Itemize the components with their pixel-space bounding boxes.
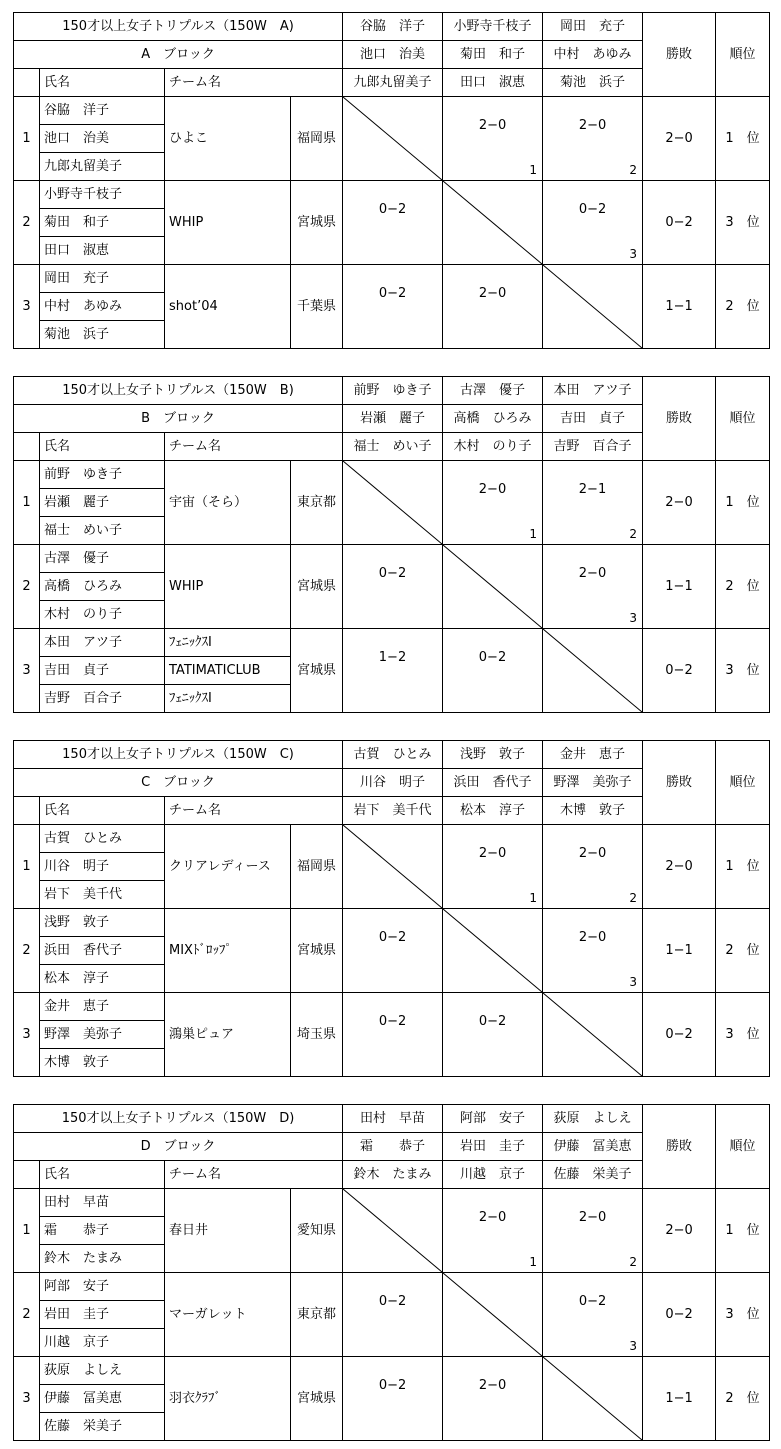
player-name: 岩田 圭子: [40, 1301, 165, 1329]
match-score: 2−1: [578, 482, 607, 497]
rank: 3 位: [716, 993, 770, 1077]
column-head-player: 古澤 優子: [443, 377, 543, 405]
header-name: 氏名: [40, 433, 165, 461]
match-result-cell: [543, 1189, 643, 1273]
match-number: 2: [629, 891, 638, 905]
block-label: A ブロック: [14, 41, 343, 69]
column-head-player: 霜 恭子: [343, 1133, 443, 1161]
column-head-player: 浜田 香代子: [443, 769, 543, 797]
match-score: 0−2: [378, 1378, 407, 1393]
player-name: 浅野 敦子: [40, 909, 165, 937]
self-match-cell: [343, 825, 443, 909]
win-loss: 1−1: [643, 545, 716, 629]
header-name: 氏名: [40, 69, 165, 97]
header-team: チーム名: [165, 69, 343, 97]
rank: 1 位: [716, 825, 770, 909]
match-number: 1: [529, 1255, 538, 1269]
match-number: 2: [629, 527, 637, 541]
column-head-player: 小野寺千枝子: [443, 13, 543, 41]
player-name: 岩瀬 麗子: [40, 489, 165, 517]
block-table: [13, 12, 769, 348]
column-head-player: 菊池 浜子: [543, 69, 643, 97]
column-head-player: 高橋 ひろみ: [443, 405, 543, 433]
header-rank: 順位: [716, 13, 770, 97]
team-number: 1: [14, 1189, 40, 1273]
team-name: ﾌｪﾆｯｸｽⅠ: [165, 629, 291, 657]
player-name: 川谷 明子: [40, 853, 165, 881]
team-name: TATIMATICLUB: [165, 657, 291, 685]
block-title: 150才以上女子トリプルス（150W D): [14, 1105, 343, 1133]
match-number: 3: [629, 247, 638, 261]
header-win-loss: 勝敗: [643, 1105, 716, 1189]
player-name: 岩下 美千代: [40, 881, 165, 909]
match-score: 2−0: [478, 118, 507, 133]
self-match-cell: [443, 545, 543, 629]
match-result-cell: [543, 181, 643, 265]
win-loss: 0−2: [643, 629, 716, 713]
block-label: B ブロック: [14, 405, 343, 433]
column-head-player: 岩瀬 麗子: [343, 405, 443, 433]
team-number: 2: [14, 909, 40, 993]
self-match-cell: [343, 461, 443, 545]
column-head-player: 鈴木 たまみ: [343, 1161, 443, 1189]
block-title: 150才以上女子トリプルス（150W C): [14, 741, 343, 769]
column-head-player: 岩下 美千代: [343, 797, 443, 825]
self-match-cell: [543, 265, 643, 349]
team-name: 鴻巣ピュア: [165, 993, 291, 1077]
header-team: チーム名: [165, 433, 343, 461]
win-loss: 0−2: [643, 181, 716, 265]
player-name: 吉田 貞子: [40, 657, 165, 685]
player-name: 鈴木 たまみ: [40, 1245, 165, 1273]
team-name: shot’04: [165, 265, 291, 349]
header-blank: [14, 433, 40, 461]
player-name: 小野寺千枝子: [40, 181, 165, 209]
match-result-cell: [343, 909, 443, 993]
player-name: 木村 のり子: [40, 601, 165, 629]
player-name: 阿部 安子: [40, 1273, 165, 1301]
team-name: 春日井: [165, 1189, 291, 1273]
prefecture: 福岡県: [291, 825, 343, 909]
column-head-player: 川谷 明子: [343, 769, 443, 797]
team-name: クリアレディース: [165, 825, 291, 909]
rank: 3 位: [716, 1273, 770, 1357]
self-match-cell: [543, 1357, 643, 1441]
player-name: 菊池 浜子: [40, 321, 165, 349]
match-result-cell: [543, 461, 643, 545]
prefecture: 宮城県: [291, 1357, 343, 1441]
match-score: 0−2: [478, 650, 507, 665]
team-number: 3: [14, 265, 40, 349]
match-result-cell: [443, 97, 543, 181]
team-number: 3: [14, 993, 40, 1077]
self-match-cell: [343, 1189, 443, 1273]
match-score: 2−0: [578, 118, 607, 133]
player-name: 吉野 百合子: [40, 685, 165, 713]
team-number: 1: [14, 825, 40, 909]
win-loss: 1−1: [643, 1357, 716, 1441]
team-number: 1: [14, 97, 40, 181]
team-name: WHIP: [165, 545, 291, 629]
header-win-loss: 勝敗: [643, 741, 716, 825]
match-result-cell: [443, 1189, 543, 1273]
block-table: [13, 376, 769, 712]
team-number: 2: [14, 545, 40, 629]
match-score: 2−0: [478, 1378, 507, 1393]
player-name: 松本 淳子: [40, 965, 165, 993]
player-name: 本田 アツ子: [40, 629, 165, 657]
column-head-player: 岡田 充子: [543, 13, 643, 41]
player-name: 福士 めい子: [40, 517, 165, 545]
match-score: 2−0: [478, 482, 507, 497]
match-number: 1: [529, 527, 537, 541]
match-score: 2−0: [478, 846, 507, 861]
match-result-cell: [343, 1357, 443, 1441]
block-table: [13, 1104, 769, 1440]
match-result-cell: [543, 545, 643, 629]
player-name: 古澤 優子: [40, 545, 165, 573]
column-head-player: 福士 めい子: [343, 433, 443, 461]
match-number: 2: [629, 163, 638, 177]
team-number: 2: [14, 181, 40, 265]
self-match-cell: [543, 629, 643, 713]
column-head-player: 中村 あゆみ: [543, 41, 643, 69]
match-number: 2: [629, 1255, 638, 1269]
block-label: D ブロック: [14, 1133, 343, 1161]
match-result-cell: [443, 629, 543, 713]
column-head-player: 吉野 百合子: [543, 433, 643, 461]
win-loss: 0−2: [643, 1273, 716, 1357]
header-team: チーム名: [165, 797, 343, 825]
win-loss: 0−2: [643, 993, 716, 1077]
column-head-player: 川越 京子: [443, 1161, 543, 1189]
block-title: 150才以上女子トリプルス（150W B): [14, 377, 343, 405]
column-head-player: 佐藤 栄美子: [543, 1161, 643, 1189]
team-number: 2: [14, 1273, 40, 1357]
match-number: 3: [629, 611, 637, 625]
match-score: 0−2: [578, 1294, 607, 1309]
win-loss: 2−0: [643, 97, 716, 181]
header-team: チーム名: [165, 1161, 343, 1189]
header-name: 氏名: [40, 797, 165, 825]
match-result-cell: [343, 1273, 443, 1357]
player-name: 中村 あゆみ: [40, 293, 165, 321]
prefecture: 福岡県: [291, 97, 343, 181]
header-name: 氏名: [40, 1161, 165, 1189]
match-number: 3: [629, 975, 638, 989]
block-label: C ブロック: [14, 769, 343, 797]
player-name: 田村 早苗: [40, 1189, 165, 1217]
match-result-cell: [343, 629, 443, 713]
header-rank: 順位: [716, 1105, 770, 1189]
player-name: 佐藤 栄美子: [40, 1413, 165, 1441]
player-name: 岡田 充子: [40, 265, 165, 293]
column-head-player: 九郎丸留美子: [343, 69, 443, 97]
rank: 1 位: [716, 1189, 770, 1273]
match-score: 0−2: [378, 202, 407, 217]
header-blank: [14, 797, 40, 825]
rank: 2 位: [716, 545, 770, 629]
column-head-player: 田村 早苗: [343, 1105, 443, 1133]
match-score: 2−0: [578, 1210, 607, 1225]
player-name: 古賀 ひとみ: [40, 825, 165, 853]
prefecture: 東京都: [291, 461, 343, 545]
match-result-cell: [443, 265, 543, 349]
column-head-player: 金井 恵子: [543, 741, 643, 769]
prefecture: 東京都: [291, 1273, 343, 1357]
player-name: 野澤 美弥子: [40, 1021, 165, 1049]
rank: 2 位: [716, 909, 770, 993]
column-head-player: 木村 のり子: [443, 433, 543, 461]
self-match-cell: [543, 993, 643, 1077]
match-result-cell: [343, 265, 443, 349]
player-name: 荻原 よしえ: [40, 1357, 165, 1385]
header-win-loss: 勝敗: [643, 13, 716, 97]
match-score: 2−0: [478, 286, 507, 301]
match-number: 1: [529, 163, 538, 177]
team-name: 羽衣ｸﾗﾌﾞ: [165, 1357, 291, 1441]
team-name: 宇宙（そら）: [165, 461, 291, 545]
player-name: 池口 治美: [40, 125, 165, 153]
match-result-cell: [543, 909, 643, 993]
block-table: [13, 740, 769, 1076]
match-score: 2−0: [578, 846, 607, 861]
match-result-cell: [543, 825, 643, 909]
player-name: 九郎丸留美子: [40, 153, 165, 181]
match-score: 0−2: [378, 930, 407, 945]
rank: 2 位: [716, 265, 770, 349]
win-loss: 1−1: [643, 909, 716, 993]
column-head-player: 木博 敦子: [543, 797, 643, 825]
self-match-cell: [443, 1273, 543, 1357]
player-name: 木博 敦子: [40, 1049, 165, 1077]
match-score: 0−2: [378, 1014, 407, 1029]
match-score: 0−2: [578, 202, 607, 217]
team-number: 3: [14, 629, 40, 713]
team-number: 1: [14, 461, 40, 545]
block-title: 150才以上女子トリプルス（150W A): [14, 13, 343, 41]
rank: 3 位: [716, 181, 770, 265]
header-rank: 順位: [716, 741, 770, 825]
self-match-cell: [443, 181, 543, 265]
team-name: MIXﾄﾞﾛｯﾌﾟ: [165, 909, 291, 993]
prefecture: 千葉県: [291, 265, 343, 349]
match-result-cell: [443, 993, 543, 1077]
match-result-cell: [343, 181, 443, 265]
column-head-player: 池口 治美: [343, 41, 443, 69]
player-name: 伊藤 冨美恵: [40, 1385, 165, 1413]
header-rank: 順位: [716, 377, 770, 461]
match-result-cell: [343, 993, 443, 1077]
column-head-player: 吉田 貞子: [543, 405, 643, 433]
player-name: 川越 京子: [40, 1329, 165, 1357]
match-result-cell: [543, 1273, 643, 1357]
match-score: 2−0: [478, 1210, 507, 1225]
match-result-cell: [543, 97, 643, 181]
column-head-player: 谷脇 洋子: [343, 13, 443, 41]
player-name: 前野 ゆき子: [40, 461, 165, 489]
prefecture: 愛知県: [291, 1189, 343, 1273]
rank: 1 位: [716, 461, 770, 545]
column-head-player: 伊藤 冨美恵: [543, 1133, 643, 1161]
match-score: 1−2: [378, 650, 407, 665]
header-blank: [14, 1161, 40, 1189]
team-name: マーガレット: [165, 1273, 291, 1357]
team-name: WHIP: [165, 181, 291, 265]
self-match-cell: [343, 97, 443, 181]
column-head-player: 菊田 和子: [443, 41, 543, 69]
match-number: 3: [629, 1339, 638, 1353]
win-loss: 1−1: [643, 265, 716, 349]
column-head-player: 松本 淳子: [443, 797, 543, 825]
match-result-cell: [443, 1357, 543, 1441]
column-head-player: 前野 ゆき子: [343, 377, 443, 405]
rank: 2 位: [716, 1357, 770, 1441]
match-score: 2−0: [578, 566, 607, 581]
column-head-player: 荻原 よしえ: [543, 1105, 643, 1133]
player-name: 高橋 ひろみ: [40, 573, 165, 601]
player-name: 金井 恵子: [40, 993, 165, 1021]
player-name: 谷脇 洋子: [40, 97, 165, 125]
team-number: 3: [14, 1357, 40, 1441]
player-name: 浜田 香代子: [40, 937, 165, 965]
column-head-player: 岩田 圭子: [443, 1133, 543, 1161]
player-name: 霜 恭子: [40, 1217, 165, 1245]
column-head-player: 野澤 美弥子: [543, 769, 643, 797]
match-result-cell: [443, 825, 543, 909]
match-result-cell: [343, 545, 443, 629]
column-head-player: 古賀 ひとみ: [343, 741, 443, 769]
prefecture: 宮城県: [291, 181, 343, 265]
prefecture: 宮城県: [291, 629, 343, 713]
team-name: ﾌｪﾆｯｸｽⅠ: [165, 685, 291, 713]
match-score: 0−2: [378, 286, 407, 301]
team-name: ひよこ: [165, 97, 291, 181]
match-score: 0−2: [378, 1294, 407, 1309]
self-match-cell: [443, 909, 543, 993]
header-blank: [14, 69, 40, 97]
win-loss: 2−0: [643, 461, 716, 545]
header-win-loss: 勝敗: [643, 377, 716, 461]
rank: 3 位: [716, 629, 770, 713]
win-loss: 2−0: [643, 825, 716, 909]
column-head-player: 浅野 敦子: [443, 741, 543, 769]
match-result-cell: [443, 461, 543, 545]
prefecture: 埼玉県: [291, 993, 343, 1077]
match-score: 0−2: [378, 566, 407, 581]
match-number: 1: [529, 891, 538, 905]
match-score: 2−0: [578, 930, 607, 945]
win-loss: 2−0: [643, 1189, 716, 1273]
column-head-player: 阿部 安子: [443, 1105, 543, 1133]
column-head-player: 本田 アツ子: [543, 377, 643, 405]
player-name: 菊田 和子: [40, 209, 165, 237]
prefecture: 宮城県: [291, 909, 343, 993]
rank: 1 位: [716, 97, 770, 181]
prefecture: 宮城県: [291, 545, 343, 629]
player-name: 田口 淑恵: [40, 237, 165, 265]
match-score: 0−2: [478, 1014, 507, 1029]
column-head-player: 田口 淑恵: [443, 69, 543, 97]
